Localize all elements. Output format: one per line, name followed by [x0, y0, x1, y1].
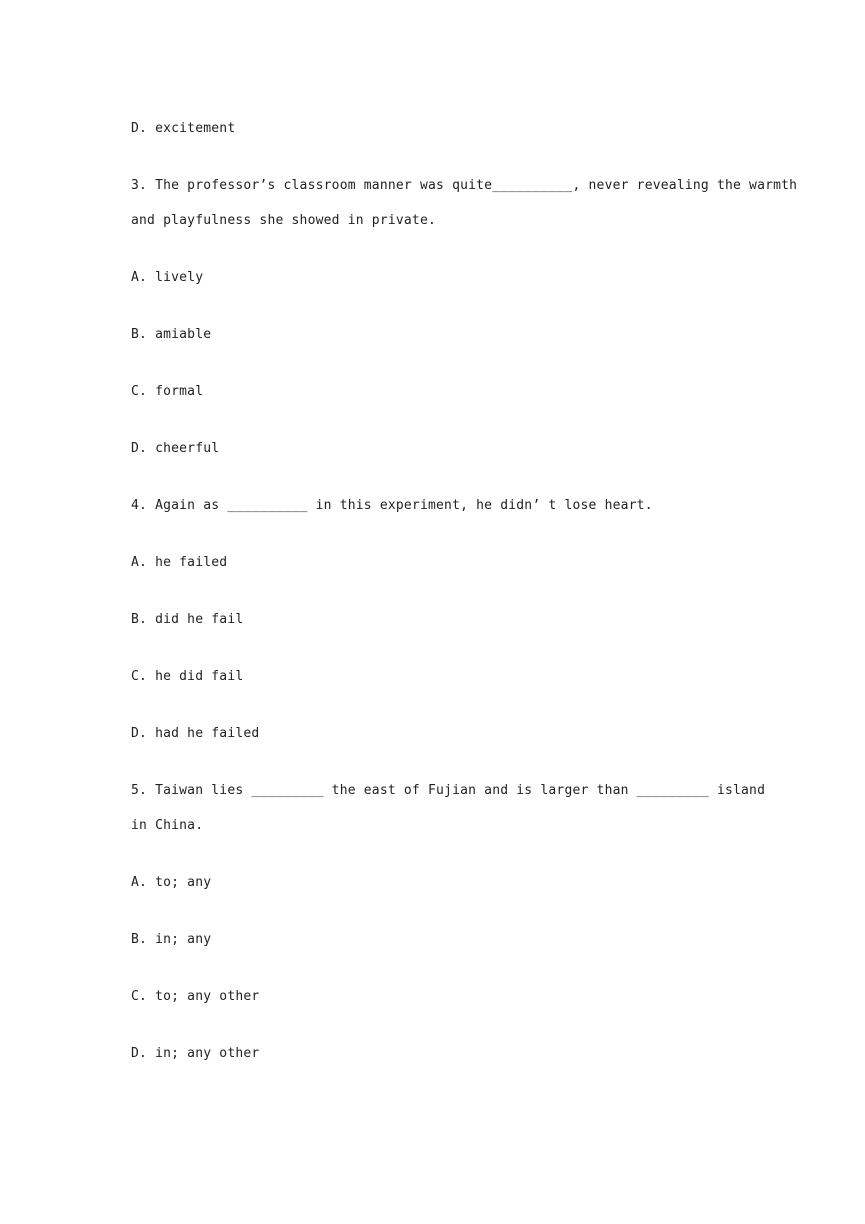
option-text: D. cheerful	[131, 441, 220, 456]
option-text: D. had he failed	[131, 726, 260, 741]
question-5-line-2: in China.	[131, 818, 204, 833]
document-content	[131, 118, 798, 1100]
question-3-option-d	[131, 438, 735, 460]
option-text: B. did he fail	[131, 612, 244, 627]
question-5-line-1: 5. Taiwan lies _________ the east of Fujian and is larger than _________ island	[131, 783, 766, 798]
option-text: C. he did fail	[131, 669, 244, 684]
option-text: D. excitement	[131, 121, 236, 136]
question-4-option-c	[131, 666, 735, 688]
option-text: B. amiable	[131, 327, 212, 342]
option-text: A. to; any	[131, 875, 212, 890]
option-text: A. lively	[131, 270, 204, 285]
question-3-option-b	[131, 324, 735, 346]
option-text: C. formal	[131, 384, 204, 399]
question-5-option-d	[131, 1043, 735, 1065]
question-5-option-c	[131, 986, 735, 1008]
option-text: A. he failed	[131, 555, 228, 570]
question-4	[131, 495, 735, 517]
question-3-line-1: 3. The professor’s classroom manner was quite__________, never revealing the warmth	[131, 178, 798, 193]
question-4-option-b	[131, 609, 735, 631]
option-text: B. in; any	[131, 932, 212, 947]
question-5-option-a	[131, 872, 735, 894]
question-3-line-2: and playfulness she showed in private.	[131, 213, 437, 228]
prev-question-option-d	[131, 118, 735, 140]
question-3-option-a	[131, 267, 735, 289]
question-5-option-b	[131, 929, 735, 951]
question-3-option-c	[131, 381, 735, 403]
question-4-line-1: 4. Again as __________ in this experiment, he didn’ t lose heart.	[131, 498, 653, 513]
question-4-option-a	[131, 552, 735, 574]
question-3	[131, 175, 798, 232]
option-text: D. in; any other	[131, 1046, 260, 1061]
question-4-option-d	[131, 723, 735, 745]
option-text: C. to; any other	[131, 989, 260, 1004]
question-5	[131, 780, 766, 837]
